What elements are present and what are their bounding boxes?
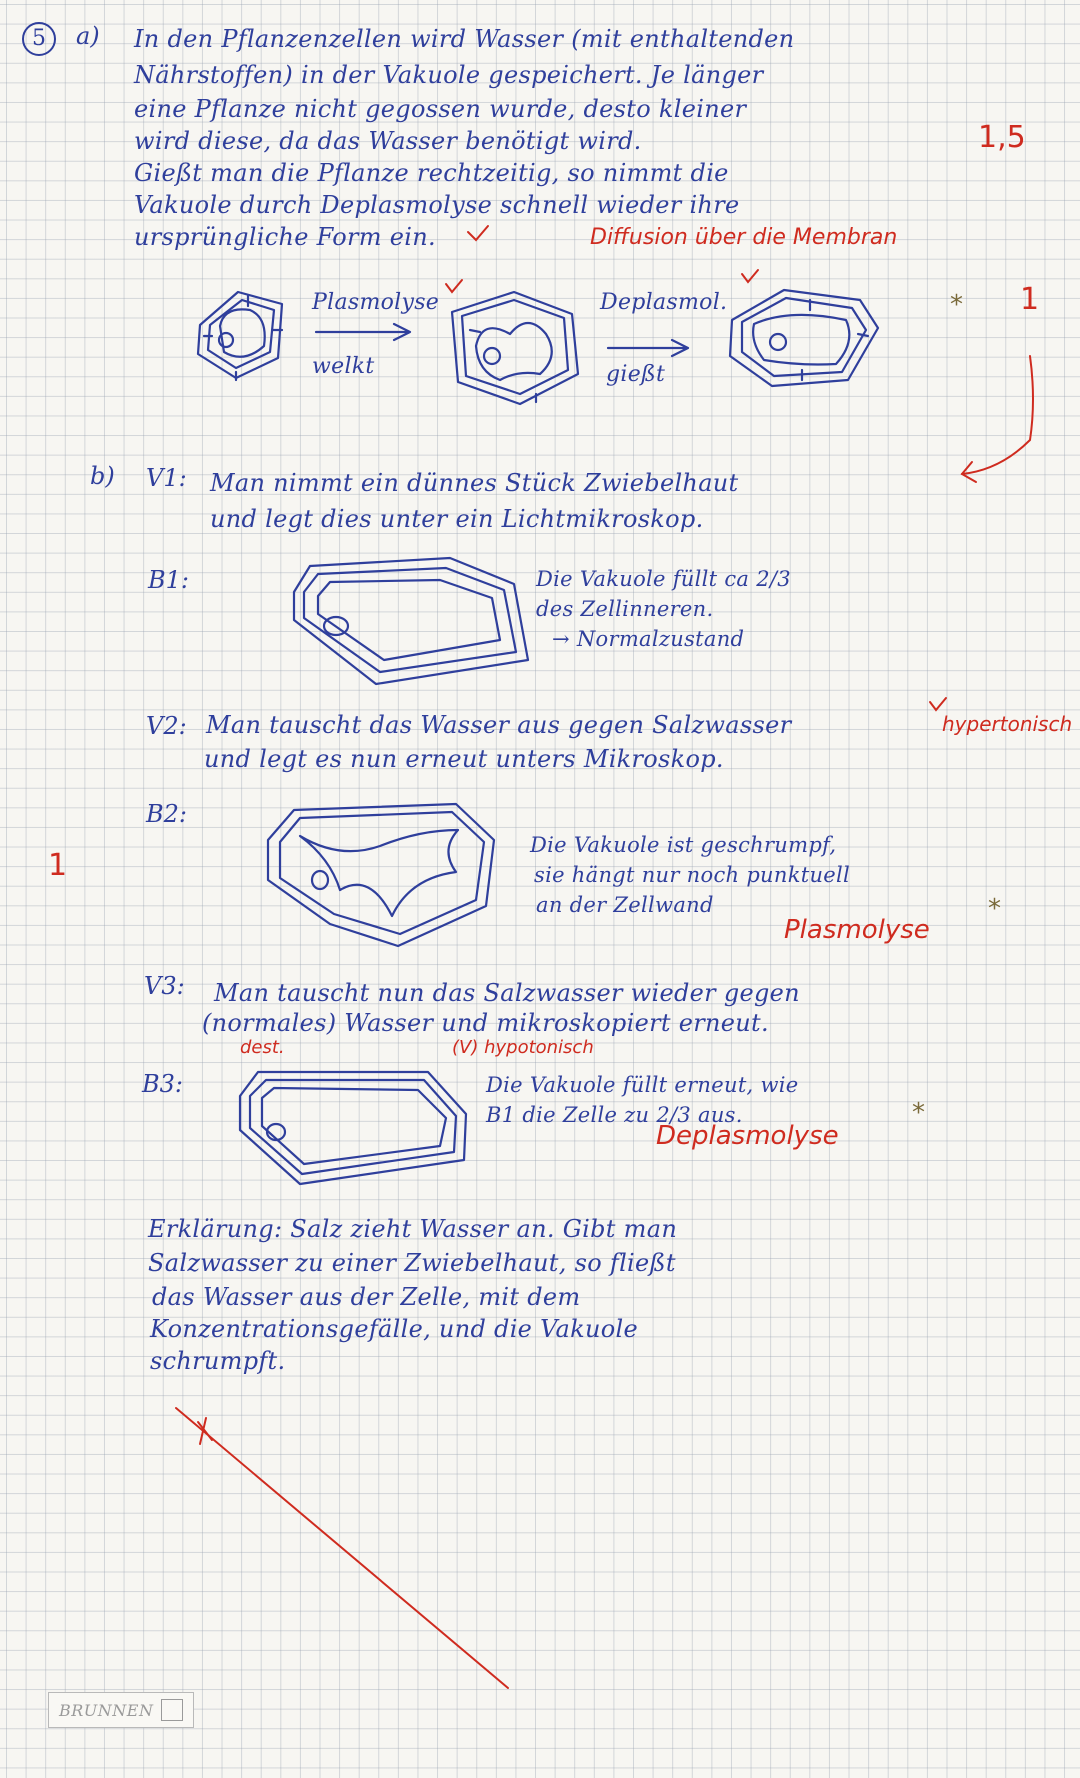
explanation-line-1: Erklärung: Salz zieht Wasser an. Gibt man <box>148 1215 678 1243</box>
v2-correction: hypertonisch <box>942 712 1073 736</box>
explanation-line-2: Salzwasser zu einer Zwiebelhaut, so fließt <box>148 1249 676 1277</box>
deplasmol-label: Deplasmol. <box>600 290 728 315</box>
part-b-label: b) <box>90 462 115 490</box>
cell-diagram-b1 <box>294 558 528 684</box>
v3-label: V3: <box>144 972 185 1000</box>
check-mark-v2 <box>930 698 946 710</box>
giesst-label: gießt <box>606 362 666 387</box>
part-a-line-5: Gießt man die Pflanze rechtzeitig, so nimmt die <box>134 159 729 187</box>
brand-name: BRUNNEN <box>59 1700 154 1720</box>
part-a-line-3: eine Pflanze nicht gegossen wurde, desto kleiner <box>134 95 747 123</box>
correction-arrow-curve <box>962 356 1033 474</box>
star-mark-2: * <box>988 894 1001 924</box>
part-a-line-4: wird diese, da das Wasser benötigt wird. <box>134 127 642 155</box>
welkt-label: welkt <box>312 354 375 379</box>
v3-correction-hypotonisch: (V) hypotonisch <box>452 1037 594 1058</box>
cell-diagram-plasmolysed <box>452 292 578 404</box>
strike-through-line <box>176 1408 508 1688</box>
b2-line-1: Die Vakuole ist geschrumpf, <box>530 833 837 857</box>
part-a-line-6: Vakuole durch Deplasmolyse schnell wieder ihre <box>134 191 740 219</box>
brand-icon <box>161 1699 183 1721</box>
v3-line-2: (normales) Wasser und mikroskopiert erneut. <box>202 1009 769 1037</box>
explanation-line-3: das Wasser aus der Zelle, mit dem <box>152 1283 581 1311</box>
v3-line-1: Man tauscht nun das Salzwasser wieder gegen <box>214 979 800 1007</box>
b3-line-2: B1 die Zelle zu 2/3 aus. <box>486 1103 743 1127</box>
brand-logo <box>48 1692 194 1728</box>
b3-label: B3: <box>142 1070 183 1098</box>
task-number: 5 <box>32 26 46 51</box>
b1-line-2: des Zellinneren. <box>536 597 714 621</box>
v2-line-2: und legt es nun erneut unters Mikroskop. <box>204 745 724 773</box>
v3-correction-dest: dest. <box>240 1037 285 1058</box>
part-a-line-7: ursprüngliche Form ein. <box>134 223 436 251</box>
b1-line-3: → Normalzustand <box>552 627 745 651</box>
star-mark-3: * <box>912 1098 925 1128</box>
cell-diagram-b2 <box>268 804 494 946</box>
plasmolyse-label: Plasmolyse <box>312 290 440 315</box>
b3-line-1: Die Vakuole füllt erneut, wie <box>486 1073 799 1097</box>
b1-label: B1: <box>148 566 189 594</box>
cell-diagram-normal <box>198 292 282 380</box>
cell-diagram-deplasmolysed <box>730 290 878 386</box>
cell-diagram-b3 <box>240 1072 466 1184</box>
b2-line-2: sie hängt nur noch punktuell <box>534 863 851 887</box>
v1-line-1: Man nimmt ein dünnes Stück Zwiebelhaut <box>210 469 739 497</box>
star-mark-1: * <box>950 290 963 320</box>
part-a-line-2: Nährstoffen) in der Vakuole gespeichert. Je länger <box>134 61 764 89</box>
b2-correction: Plasmolyse <box>784 915 930 945</box>
check-mark-a <box>468 226 488 240</box>
v1-label: V1: <box>146 464 187 492</box>
part-a-label: a) <box>76 22 100 50</box>
part-a-line-1: In den Pflanzenzellen wird Wasser (mit enthaltenden <box>134 25 795 53</box>
check-mark-plasmolyse <box>446 280 462 292</box>
b2-label: B2: <box>146 800 187 828</box>
strike-mark <box>198 1418 212 1444</box>
check-mark-deplasmol <box>742 270 758 282</box>
explanation-line-5: schrumpft. <box>150 1347 286 1375</box>
score-diagram: 1 <box>1020 282 1040 317</box>
b2-line-3: an der Zellwand <box>536 893 714 917</box>
part-a-correction: Diffusion über die Membran <box>590 225 898 250</box>
v2-line-1: Man tauscht das Wasser aus gegen Salzwasser <box>206 711 792 739</box>
b1-line-1: Die Vakuole füllt ca 2/3 <box>536 567 791 591</box>
b3-correction: Deplasmolyse <box>656 1121 839 1151</box>
explanation-line-4: Konzentrationsgefälle, und die Vakuole <box>150 1315 638 1343</box>
score-b: 1 <box>48 848 68 883</box>
score-a: 1,5 <box>978 120 1026 155</box>
v2-label: V2: <box>146 712 187 740</box>
v1-line-2: und legt dies unter ein Lichtmikroskop. <box>210 505 704 533</box>
